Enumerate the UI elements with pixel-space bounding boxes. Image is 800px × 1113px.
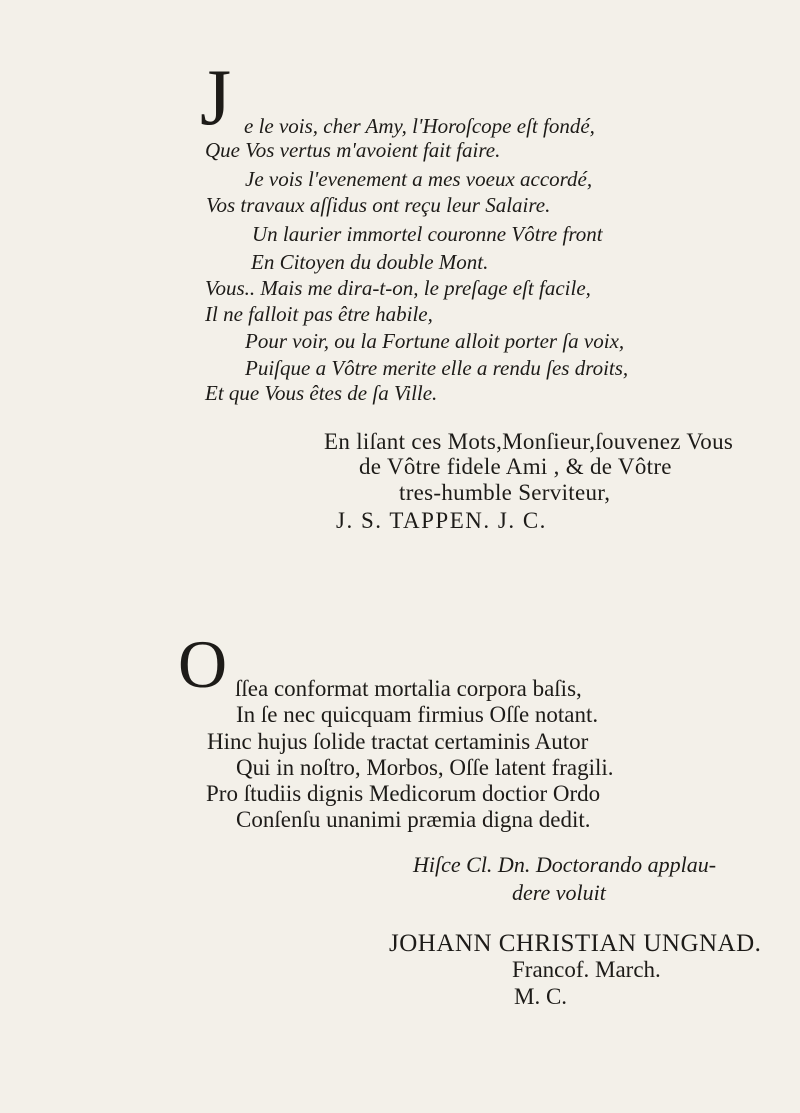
letter-line: de Vôtre fidele Ami , & de Vôtre <box>359 454 672 479</box>
poem-line: Conſenſu unanimi præmia digna dedit. <box>236 807 591 832</box>
letter-line: En liſant ces Mots,Monſieur,ſouvenez Vous <box>324 429 734 454</box>
drop-cap-o: O <box>178 626 228 702</box>
poem-line: Hinc hujus ſolide tractat certaminis Autor <box>207 729 589 754</box>
poem-line: Vos travaux aſſidus ont reçu leur Salaire. <box>206 193 551 217</box>
poem-line: Puiſque a Vôtre merite elle a rendu ſes droits, <box>245 356 629 380</box>
dedication-line: Hiſce Cl. Dn. Doctorando applau- <box>413 852 717 877</box>
poem-line: Il ne falloit pas être habile, <box>205 302 433 326</box>
author-place: Francof. March. <box>512 957 661 982</box>
poem-line: Pro ſtudiis dignis Medicorum doctior Ordo <box>206 781 601 806</box>
poem-line: In ſe nec quicquam firmius Oſſe notant. <box>236 702 599 727</box>
poem-line: Je vois l'evenement a mes voeux accordé, <box>245 167 593 191</box>
dedication-line: dere voluit <box>512 880 606 905</box>
poem-line: Qui in noſtro, Morbos, Oſſe latent fragili. <box>236 755 614 780</box>
author-title: M. C. <box>514 984 568 1009</box>
poem-line: Pour voir, ou la Fortune alloit porter ſa voix, <box>245 329 625 353</box>
poem-line: Et que Vous êtes de ſa Ville. <box>205 381 438 405</box>
poem-line: e le vois, cher Amy, l'Horoſcope eſt fondé, <box>244 114 595 138</box>
author-name: JOHANN CHRISTIAN UNGNAD. <box>389 930 762 957</box>
poem-line: Que Vos vertus m'avoient fait faire. <box>205 138 501 162</box>
poem-line: En Citoyen du double Mont. <box>251 250 489 274</box>
letter-signature: J. S. TAPPEN. J. C. <box>336 508 547 533</box>
poem-line: ſſea conformat mortalia corpora baſis, <box>235 676 582 701</box>
poem-line: Un laurier immortel couronne Vôtre front <box>252 222 603 246</box>
poem-line: Vous.. Mais me dira-t-on, le preſage eſt facile, <box>205 276 591 300</box>
letter-line: tres-humble Serviteur, <box>399 480 611 505</box>
drop-cap-j: J <box>200 54 232 142</box>
